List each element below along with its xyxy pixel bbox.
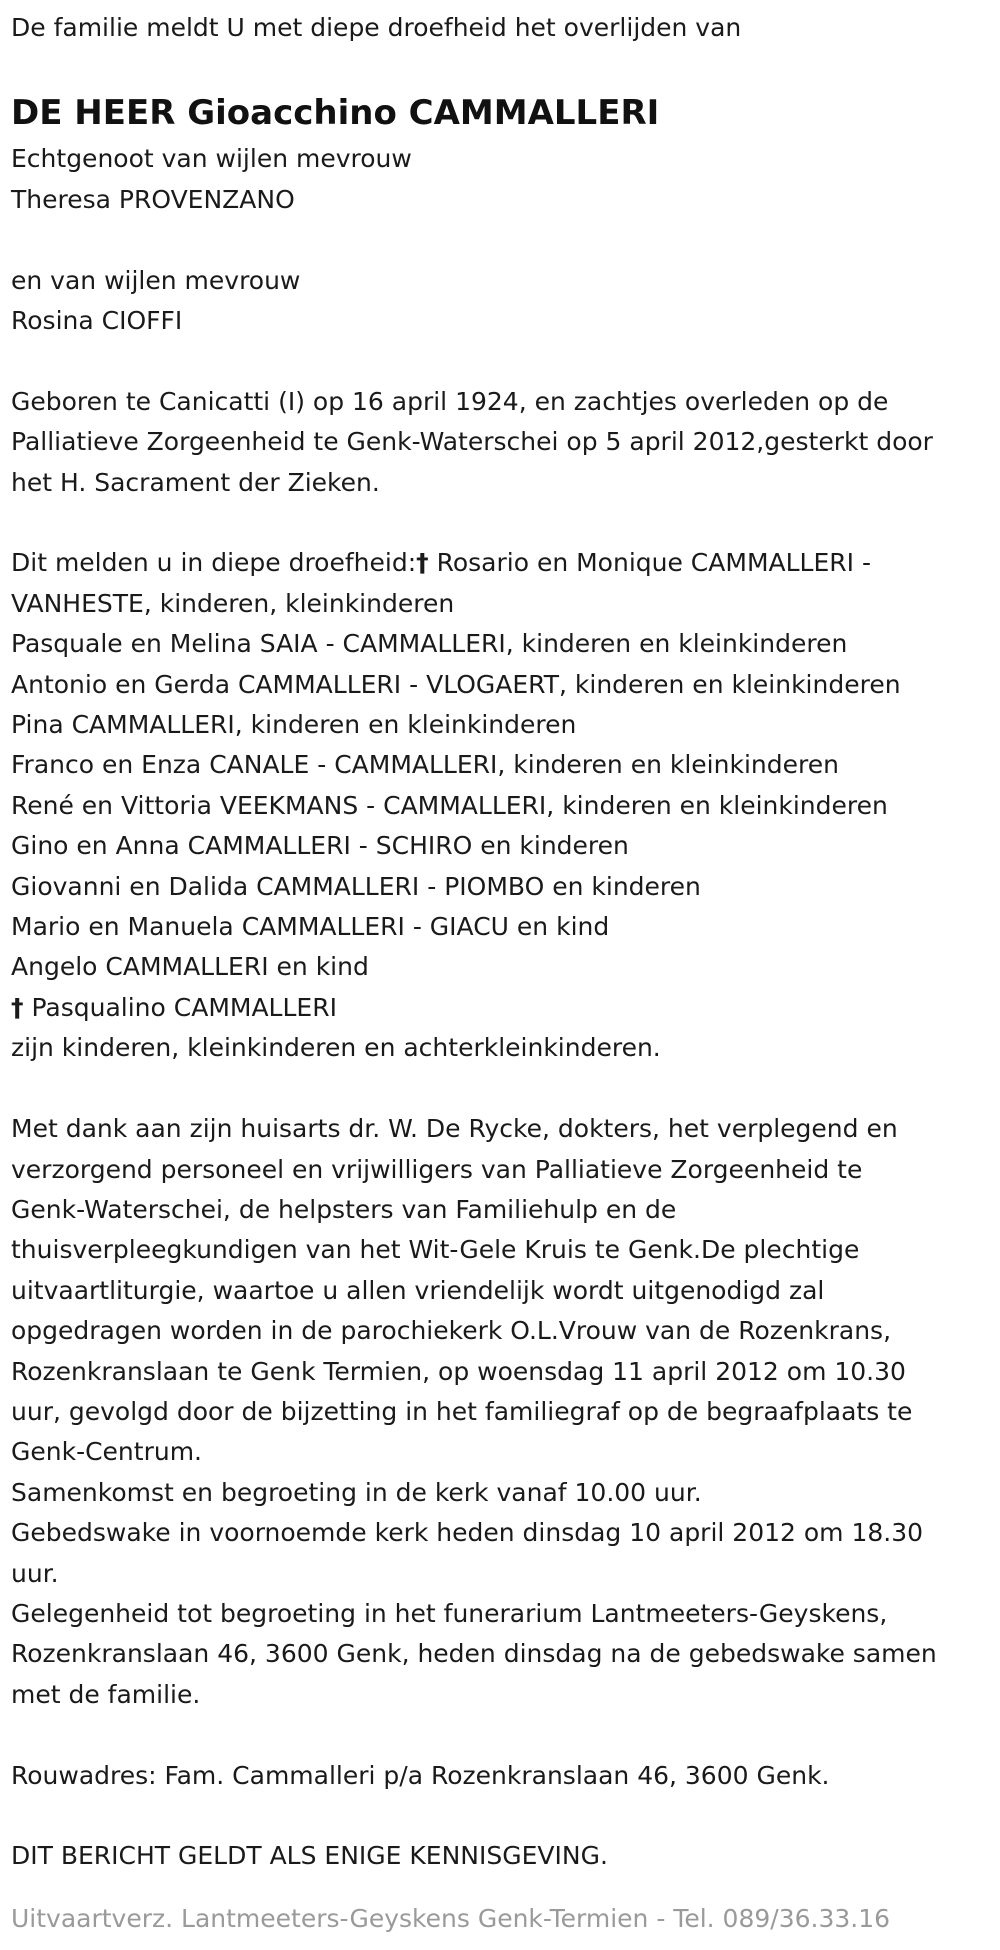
thanks-line: Samenkomst en begroeting in de kerk vanaf 10.00 uur. bbox=[11, 1477, 702, 1507]
family-member-line bbox=[11, 988, 996, 1028]
thanks-line: Rozenkranslaan te Genk Termien, op woensdag 11 april 2012 om 10.30 bbox=[11, 1356, 906, 1386]
family-member: Pasqualino CAMMALLERI bbox=[23, 992, 337, 1022]
cross-icon: † bbox=[416, 548, 429, 578]
family-member-line: René en Vittoria VEEKMANS - CAMMALLERI, kinderen en kleinkinderen bbox=[11, 790, 888, 820]
family-member-line: Gino en Anna CAMMALLERI - SCHIRO en kinderen bbox=[11, 831, 629, 861]
spacer bbox=[11, 1715, 996, 1755]
obituary-notice bbox=[11, 8, 996, 1877]
thanks-line: uur. bbox=[11, 1558, 59, 1588]
thanks-line: Rozenkranslaan 46, 3600 Genk, heden dinsdag na de gebedswake samen bbox=[11, 1639, 937, 1669]
family-member-line: Pasquale en Melina SAIA - CAMMALLERI, kinderen en kleinkinderen bbox=[11, 629, 848, 659]
funeral-home-footer: Uitvaartverz. Lantmeeters-Geyskens Genk-Termien - Tel. 089/36.33.16 bbox=[11, 1904, 891, 1933]
family-intro: Dit melden u in diepe droefheid: bbox=[11, 548, 417, 578]
family-closing: zijn kinderen, kleinkinderen en achterkleinkinderen. bbox=[11, 1033, 661, 1063]
thanks-line: verzorgend personeel en vrijwilligers van Palliatieve Zorgeenheid te bbox=[11, 1154, 863, 1184]
thanks-line: Genk-Waterschei, de helpsters van Familiehulp en de bbox=[11, 1194, 677, 1224]
spacer bbox=[11, 341, 996, 381]
spacer bbox=[11, 1796, 996, 1836]
birth-death-line: Palliatieve Zorgeenheid te Genk-Waterschei op 5 april 2012,gesterkt door bbox=[11, 427, 933, 457]
thanks-line: Gebedswake in voornoemde kerk heden dinsdag 10 april 2012 om 18.30 bbox=[11, 1518, 924, 1548]
spacer bbox=[11, 503, 996, 543]
birth-death-line: het H. Sacrament der Zieken. bbox=[11, 467, 380, 497]
family-member: Rosario en Monique CAMMALLERI - bbox=[428, 548, 871, 578]
mourning-address: Rouwadres: Fam. Cammalleri p/a Rozenkranslaan 46, 3600 Genk. bbox=[11, 1760, 830, 1790]
thanks-line: thuisverpleegkundigen van het Wit-Gele Kruis te Genk.De plechtige bbox=[11, 1235, 860, 1265]
family-paragraph bbox=[11, 543, 996, 1068]
thanks-line: uitvaartliturgie, waartoe u allen vriendelijk wordt uitgenodigd zal bbox=[11, 1275, 825, 1305]
family-member-line: Giovanni en Dalida CAMMALLERI - PIOMBO en kinderen bbox=[11, 871, 701, 901]
thanks-line: Genk-Centrum. bbox=[11, 1437, 203, 1467]
intro-text: De familie meldt U met diepe droefheid het overlijden van bbox=[11, 13, 742, 42]
birth-death-line: Geboren te Canicatti (I) op 16 april 1924, en zachtjes overleden op de bbox=[11, 386, 889, 416]
spacer bbox=[11, 220, 996, 260]
spouse-1-name: Theresa PROVENZANO bbox=[11, 184, 295, 214]
thanks-line: Gelegenheid tot begroeting in het funerarium Lantmeeters-Geyskens, bbox=[11, 1598, 888, 1628]
family-member-line: Antonio en Gerda CAMMALLERI - VLOGAERT, kinderen en kleinkinderen bbox=[11, 669, 901, 699]
family-member-line: VANHESTE, kinderen, kleinkinderen bbox=[11, 588, 455, 618]
thanks-line: uur, gevolgd door de bijzetting in het familiegraf op de begraafplaats te bbox=[11, 1396, 913, 1426]
birth-death-paragraph bbox=[11, 382, 996, 503]
spouse-2-name: Rosina CIOFFI bbox=[11, 306, 183, 336]
deceased-name: DE HEER Gioacchino CAMMALLERI bbox=[11, 93, 660, 134]
family-member-line: Angelo CAMMALLERI en kind bbox=[11, 952, 369, 982]
family-first-line bbox=[11, 543, 996, 583]
spouse-1-line-1: Echtgenoot van wijlen mevrouw bbox=[11, 144, 412, 174]
family-member-line: Mario en Manuela CAMMALLERI - GIACU en kind bbox=[11, 912, 610, 942]
notice-text: DIT BERICHT GELDT ALS ENIGE KENNISGEVING. bbox=[11, 1841, 608, 1871]
cross-icon: † bbox=[11, 992, 24, 1022]
thanks-line: opgedragen worden in de parochiekerk O.L.Vrouw van de Rozenkrans, bbox=[11, 1316, 892, 1346]
spouse-2-line-1: en van wijlen mevrouw bbox=[11, 265, 301, 295]
thanks-line: Met dank aan zijn huisarts dr. W. De Rycke, dokters, het verplegend en bbox=[11, 1114, 898, 1144]
thanks-paragraph bbox=[11, 1109, 996, 1715]
family-member-line: Franco en Enza CANALE - CAMMALLERI, kinderen en kleinkinderen bbox=[11, 750, 839, 780]
spacer bbox=[11, 1069, 996, 1109]
family-member-line: Pina CAMMALLERI, kinderen en kleinkinderen bbox=[11, 710, 577, 740]
thanks-line: met de familie. bbox=[11, 1679, 201, 1709]
